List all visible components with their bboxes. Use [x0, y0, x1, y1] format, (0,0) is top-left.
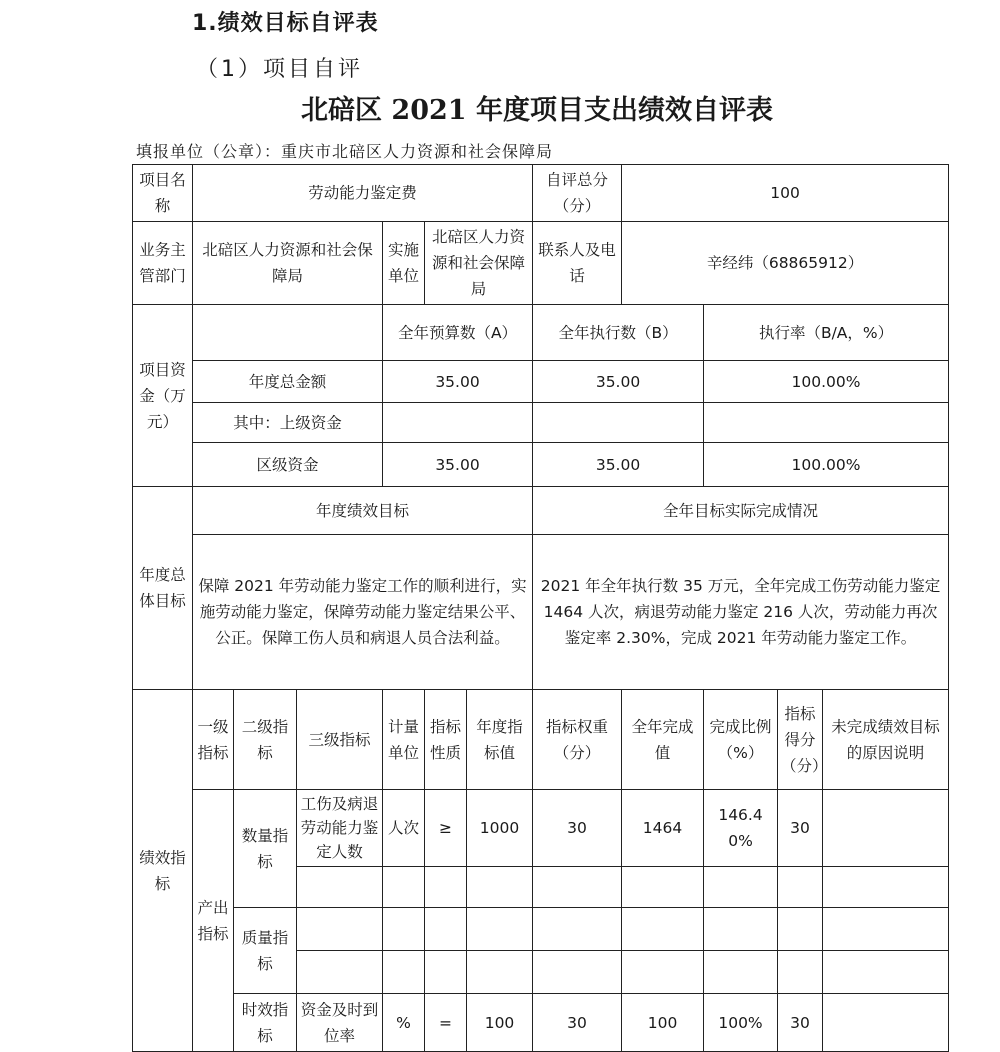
header-level1: 一级指标 — [193, 690, 234, 790]
table-row — [133, 690, 949, 790]
empty-cell — [467, 951, 533, 994]
row2-actual: 100 — [622, 994, 704, 1052]
empty-cell — [425, 908, 467, 951]
row2-reason — [823, 994, 949, 1052]
empty-cell — [704, 908, 778, 951]
table-row — [133, 908, 949, 951]
empty-cell — [823, 867, 949, 908]
label-contact: 联系人及电话 — [533, 222, 622, 305]
empty-cell — [297, 867, 383, 908]
table-row — [133, 165, 949, 222]
value-project-name: 劳动能力鉴定费 — [193, 165, 533, 222]
empty-cell — [823, 951, 949, 994]
empty-cell — [622, 908, 704, 951]
row2-nature: = — [425, 994, 467, 1052]
empty-cell — [778, 951, 823, 994]
header-reason: 未完成绩效目标的原因说明 — [823, 690, 949, 790]
label-district-funds: 区级资金 — [193, 443, 383, 487]
row2-target: 100 — [467, 994, 533, 1052]
row1-actual: 1464 — [622, 790, 704, 867]
empty-cell — [425, 867, 467, 908]
row1-score: 30 — [778, 790, 823, 867]
row2-level3: 资金及时到位率 — [297, 994, 383, 1052]
empty-cell — [425, 951, 467, 994]
row1-reason — [823, 790, 949, 867]
row1-unit: 人次 — [383, 790, 425, 867]
header-score: 指标得分（分） — [778, 690, 823, 790]
label-annual-overall-goal: 年度总体目标 — [133, 487, 193, 690]
funds-blank-header — [193, 305, 383, 361]
label-project-name: 项目名称 — [133, 165, 193, 222]
label-annual-total: 年度总金额 — [193, 361, 383, 403]
fill-unit-line: 填报单位（公章）：重庆市北碚区人力资源和社会保障局 — [136, 142, 554, 161]
subsection-heading: （1）项目自评 — [196, 57, 363, 82]
district-funds-a: 35.00 — [383, 443, 533, 487]
header-unit: 计量单位 — [383, 690, 425, 790]
row1-nature: ≥ — [425, 790, 467, 867]
upper-funds-b — [533, 403, 704, 443]
table-row — [133, 487, 949, 535]
header-level3: 三级指标 — [297, 690, 383, 790]
annual-total-rate: 100.00% — [704, 361, 949, 403]
empty-cell — [297, 908, 383, 951]
empty-cell — [383, 867, 425, 908]
header-annual-perf-goal: 年度绩效目标 — [193, 487, 533, 535]
row2-weight: 30 — [533, 994, 622, 1052]
empty-cell — [823, 908, 949, 951]
header-level2: 二级指标 — [234, 690, 297, 790]
annual-goal-text: 保障 2021 年劳动能力鉴定工作的顺利进行，实施劳动能力鉴定，保障劳动能力鉴定结果公平、公正。保障工伤人员和病退人员合法利益。 — [193, 535, 533, 690]
table-row — [133, 443, 949, 487]
label-competent-dept: 业务主管部门 — [133, 222, 193, 305]
table-row — [133, 790, 949, 867]
level2-quantity: 数量指标 — [234, 790, 297, 908]
upper-funds-rate — [704, 403, 949, 443]
level2-timeliness: 时效指标 — [234, 994, 297, 1052]
row2-unit: % — [383, 994, 425, 1052]
empty-cell — [383, 951, 425, 994]
header-budget-a: 全年预算数（A） — [383, 305, 533, 361]
empty-cell — [704, 951, 778, 994]
row1-target: 1000 — [467, 790, 533, 867]
label-perf-indicators: 绩效指标 — [133, 690, 193, 1052]
empty-cell — [467, 908, 533, 951]
value-impl-unit: 北碚区人力资源和社会保障局 — [425, 222, 533, 305]
value-self-score: 100 — [622, 165, 949, 222]
empty-cell — [533, 908, 622, 951]
header-target: 年度指标值 — [467, 690, 533, 790]
empty-cell — [383, 908, 425, 951]
empty-cell — [622, 951, 704, 994]
header-nature: 指标性质 — [425, 690, 467, 790]
empty-cell — [533, 867, 622, 908]
table-row — [133, 403, 949, 443]
empty-cell — [704, 867, 778, 908]
label-project-funds: 项目资金（万元） — [133, 305, 193, 487]
annual-total-a: 35.00 — [383, 361, 533, 403]
row1-ratio: 146.40% — [704, 790, 778, 867]
header-actual: 全年完成值 — [622, 690, 704, 790]
header-actual-completion: 全年目标实际完成情况 — [533, 487, 949, 535]
empty-cell — [533, 951, 622, 994]
self-evaluation-table — [132, 164, 949, 1052]
row1-level3: 工伤及病退劳动能力鉴定人数 — [297, 790, 383, 867]
level2-quality: 质量指标 — [234, 908, 297, 994]
row2-ratio: 100% — [704, 994, 778, 1052]
empty-cell — [778, 867, 823, 908]
table-row — [133, 994, 949, 1052]
empty-cell — [467, 867, 533, 908]
empty-cell — [297, 951, 383, 994]
value-contact: 辛经纬（68865912） — [622, 222, 949, 305]
level1-output: 产出指标 — [193, 790, 234, 1052]
completion-text: 2021 年全年执行数 35 万元，全年完成工伤劳动能力鉴定 1464 人次，病退劳动能力鉴定 216 人次，劳动能力再次鉴定率 2.30%，完成 2021 年劳动能力鉴定工作。 — [533, 535, 949, 690]
header-executed-b: 全年执行数（B） — [533, 305, 704, 361]
label-upper-funds: 其中：上级资金 — [193, 403, 383, 443]
label-self-score: 自评总分（分） — [533, 165, 622, 222]
table-row — [133, 535, 949, 690]
upper-funds-a — [383, 403, 533, 443]
district-funds-rate: 100.00% — [704, 443, 949, 487]
label-impl-unit: 实施单位 — [383, 222, 425, 305]
empty-cell — [622, 867, 704, 908]
section-heading: 1.绩效目标自评表 — [192, 11, 379, 36]
table-row — [133, 361, 949, 403]
header-ratio: 完成比例（%） — [704, 690, 778, 790]
empty-cell — [778, 908, 823, 951]
page-title: 北碚区 2021 年度项目支出绩效自评表 — [301, 95, 773, 126]
table-row — [133, 305, 949, 361]
annual-total-b: 35.00 — [533, 361, 704, 403]
table-row — [133, 222, 949, 305]
row1-weight: 30 — [533, 790, 622, 867]
header-exec-rate: 执行率（B/A，%） — [704, 305, 949, 361]
row2-score: 30 — [778, 994, 823, 1052]
value-competent-dept: 北碚区人力资源和社会保障局 — [193, 222, 383, 305]
header-weight: 指标权重（分） — [533, 690, 622, 790]
district-funds-b: 35.00 — [533, 443, 704, 487]
